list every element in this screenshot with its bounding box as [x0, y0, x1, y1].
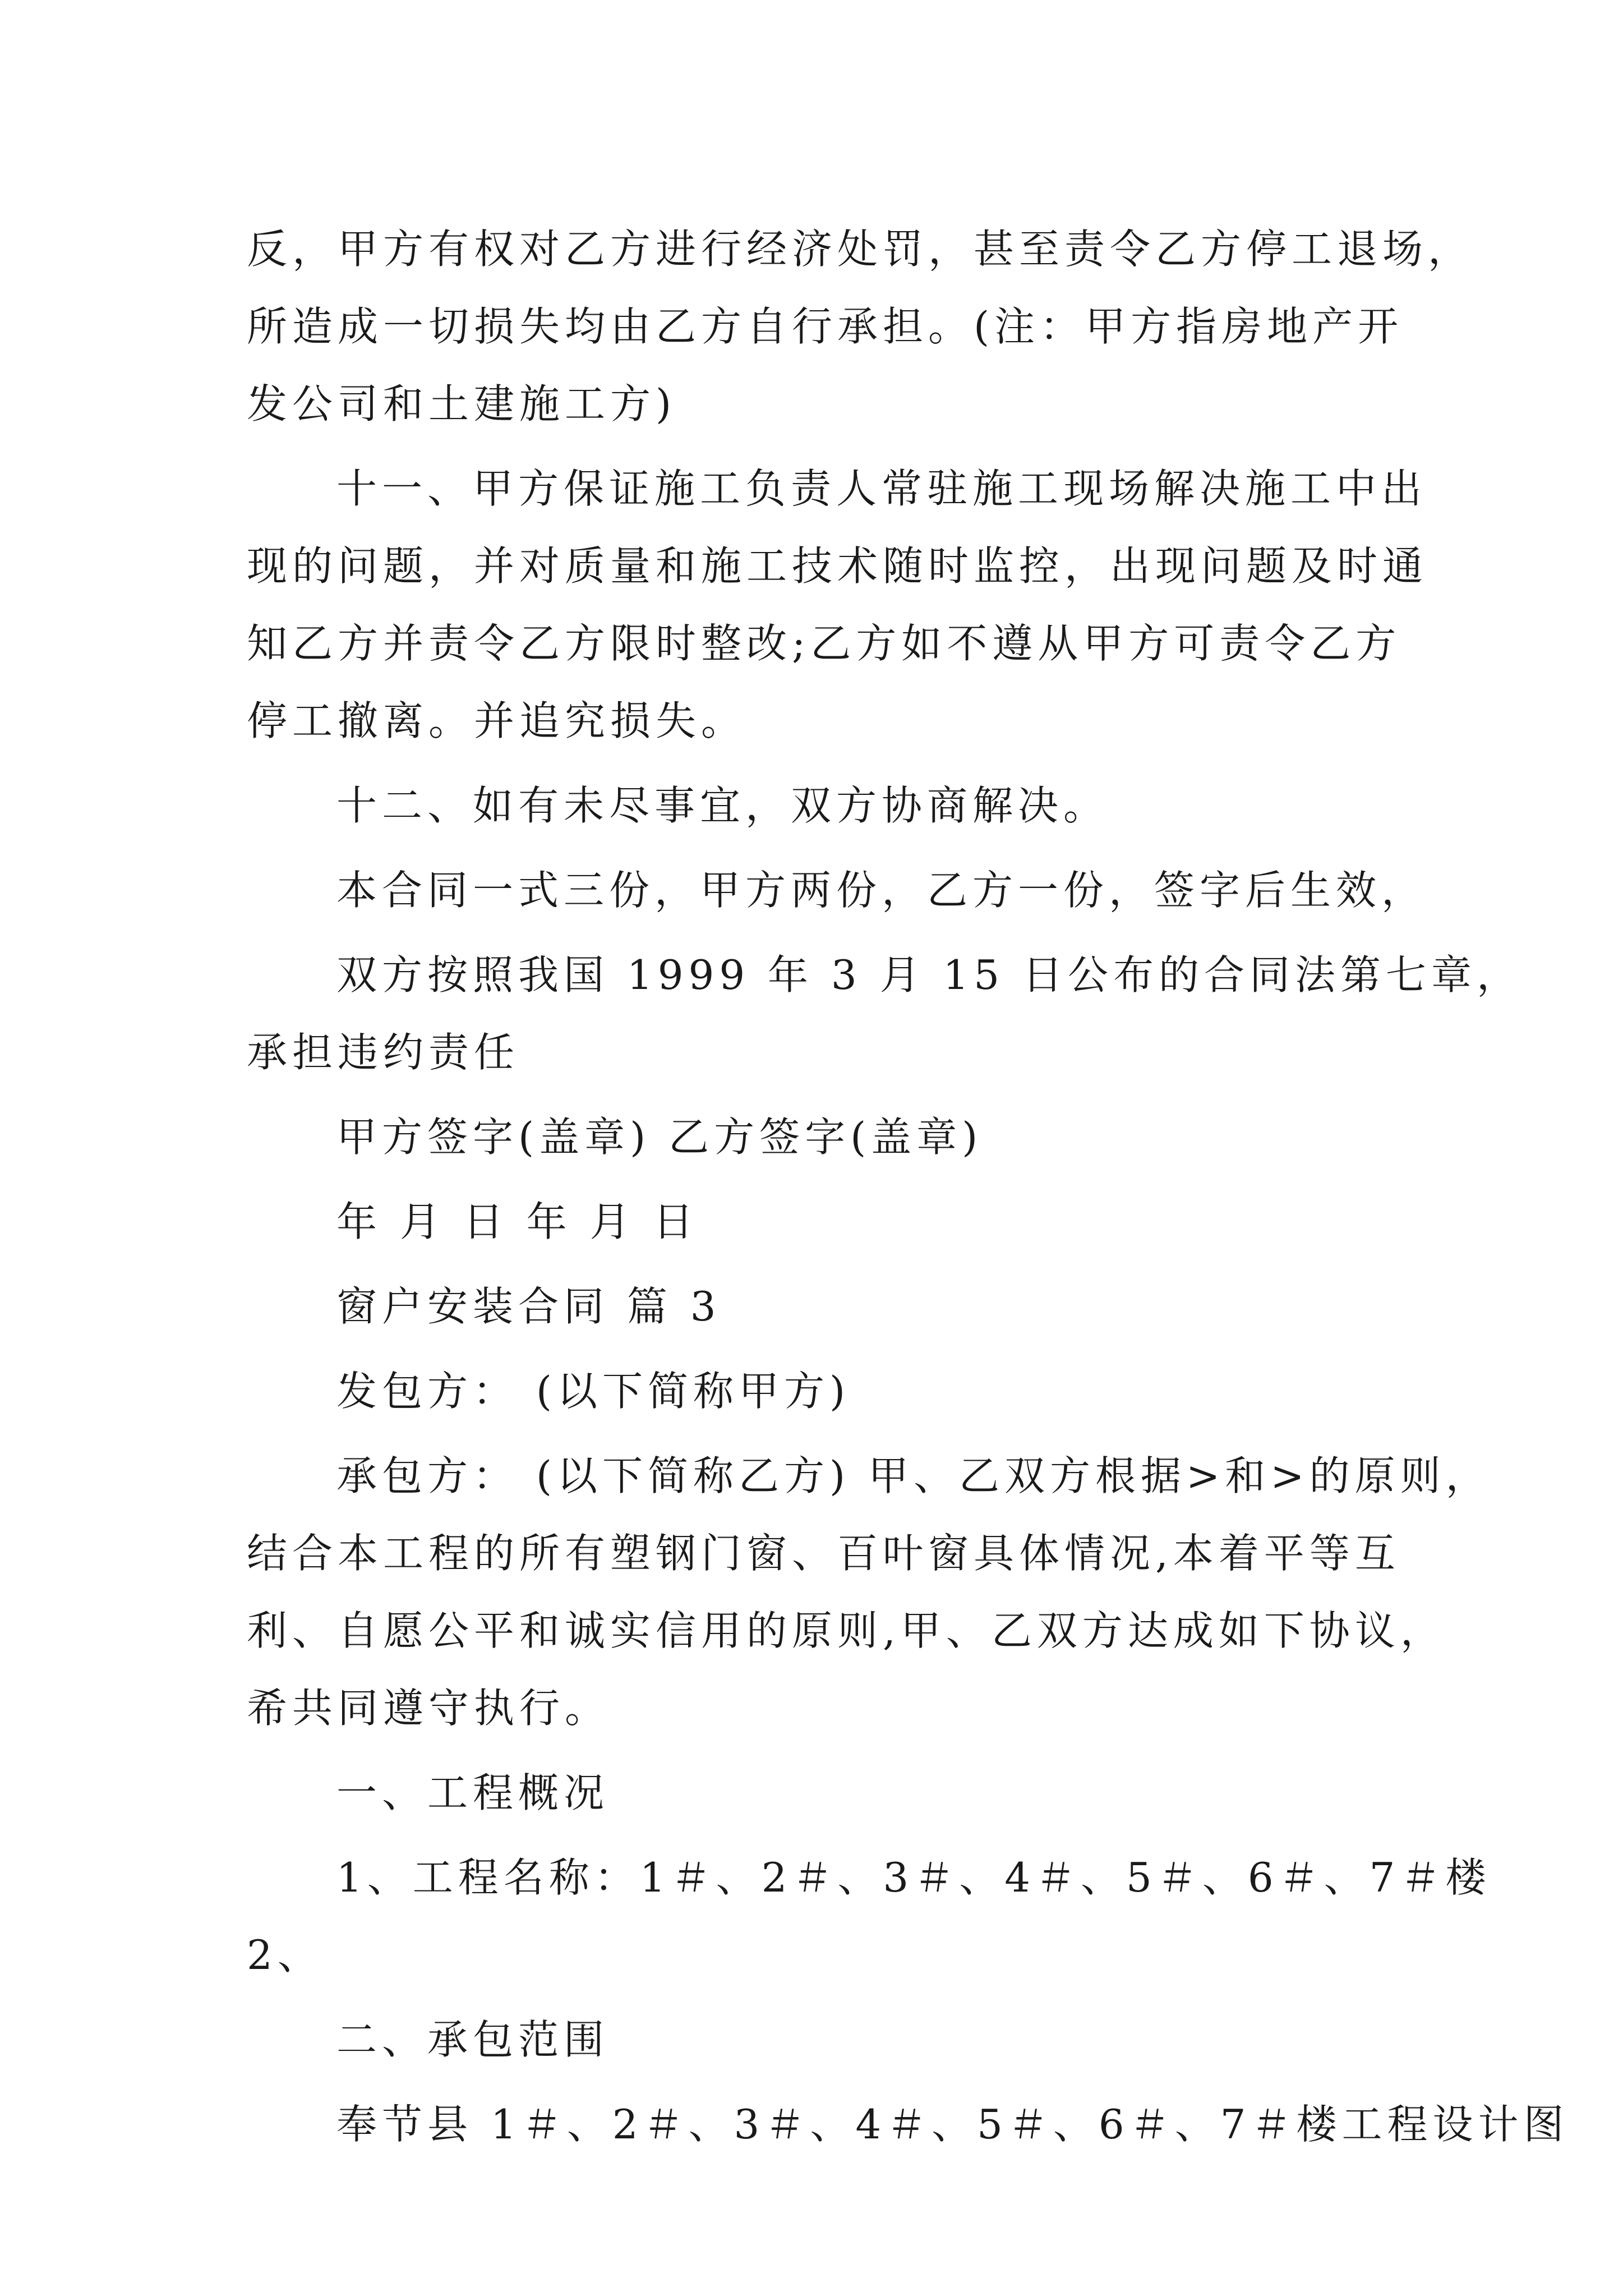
text-line: 利、自愿公平和诚实信用的原则,甲、乙双方达成如下协议，	[247, 1607, 1446, 1654]
item-project-name: 1、工程名称：1＃、2＃、3＃、4＃、5＃、6＃、7＃楼	[336, 1854, 1491, 1901]
section-title: 窗户安装合同 篇 3	[336, 1283, 721, 1330]
text-line: 本合同一式三份，甲方两份，乙方一份，签字后生效，	[336, 867, 1427, 914]
text-line: 希共同遵守执行。	[247, 1685, 611, 1732]
text-line: 停工撤离。并追究损失。	[247, 697, 747, 744]
text-line: 承担违约责任	[247, 1029, 520, 1076]
text-line: 知乙方并责令乙方限时整改;乙方如不遵从甲方可责令乙方	[247, 620, 1401, 667]
document-body	[247, 210, 1569, 2163]
text-line: 反，甲方有权对乙方进行经济处罚，甚至责令乙方停工退场，	[247, 226, 1474, 273]
text-line: 结合本工程的所有塑钢门窗、百叶窗具体情况,本着平等互	[247, 1530, 1400, 1577]
paragraph-clause-eleven	[247, 450, 1428, 760]
paragraph-clause-twelve	[247, 767, 1391, 844]
text-line: 所造成一切损失均由乙方自行承担。(注：甲方指房地产开	[247, 303, 1404, 350]
text-line: 十一、甲方保证施工负责人常驻施工现场解决施工中出	[336, 465, 1427, 512]
employer-line: 发包方： (以下简称甲方)	[336, 1368, 851, 1415]
text-line: 发公司和土建施工方)	[247, 380, 677, 427]
paragraph-copies	[247, 852, 1427, 929]
paragraph-liability	[247, 936, 1522, 1091]
heading-contract-scope: 二、承包范围	[336, 2016, 610, 2063]
text-line: 双方按照我国 1999 年 3 月 15 日公布的合同法第七章，	[336, 951, 1522, 999]
date-line: 年 月 日 年 月 日	[336, 1198, 699, 1245]
text-line: 现的问题，并对质量和施工技术随时监控，出现问题及时通	[247, 542, 1428, 590]
scope-line: 奉节县 1＃、2＃、3＃、4＃、5＃、6＃、7＃楼工程设计图	[336, 2101, 1569, 2148]
text-line: 十二、如有未尽事宜，双方协商解决。	[336, 782, 1109, 829]
signature-line: 甲方签字(盖章) 乙方签字(盖章)	[336, 1114, 983, 1161]
text-line: 承包方： (以下简称乙方) 甲、乙双方根据>和>的原则，	[336, 1452, 1491, 1499]
paragraph-penalty-clause	[247, 210, 1474, 443]
heading-project-overview: 一、工程概况	[336, 1769, 610, 1816]
item-two: 2、	[247, 1931, 323, 1978]
paragraph-contractor	[247, 1437, 1491, 1747]
